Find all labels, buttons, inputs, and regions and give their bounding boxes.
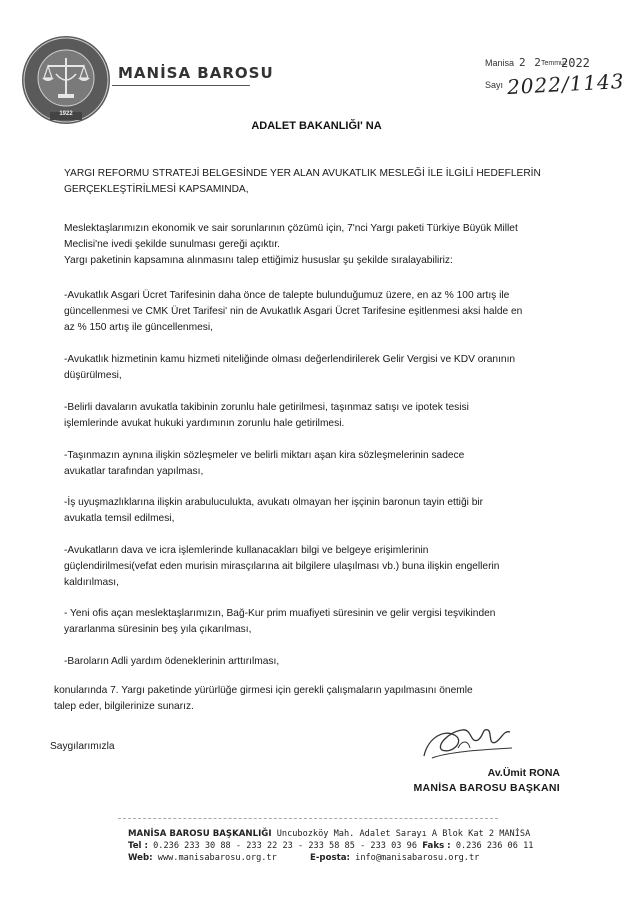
date-month: Temmuz <box>541 60 568 67</box>
greeting: Saygılarımızla <box>50 741 115 752</box>
item-line: -Avukatlık hizmetinin kamu hizmeti niteliğinde olması değerlendirilerek Gelir Vergisi ve KDV oranının <box>64 354 516 365</box>
web-link[interactable]: www.manisabarosu.org.tr <box>157 853 277 863</box>
subject-line: YARGI REFORMU STRATEJİ BELGESİNDE YER ALAN AVUKATLIK MESLEĞİ İLE İLGİLİ HEDEFLERİN <box>64 168 541 179</box>
date-year: 2022 <box>561 56 590 70</box>
item-line: kaldırılması, <box>64 577 119 588</box>
bar-association-logo <box>20 34 112 126</box>
addressee: ADALET BAKANLIĞI' NA <box>251 120 382 132</box>
web-label: Web: <box>128 853 153 863</box>
list-item <box>64 606 559 638</box>
intro-line: Meclisi'ne ivedi şekilde sunulması gereği açıktır. <box>64 239 280 250</box>
intro-line: Meslektaşlarımızın ekonomik ve sair sorunlarının çözümü için, 7'nci Yargı paketi Türkiye Büyük Millet <box>64 223 518 234</box>
footer-address: Uncubozköy Mah. Adalet Sarayı A Blok Kat 2 MANİSA <box>276 829 531 839</box>
organization-name: MANİSA BAROSU <box>118 64 274 82</box>
handwritten-signature-icon <box>418 718 518 770</box>
item-line: avukatla temsil edilmesi, <box>64 513 175 524</box>
closing-line: konularında 7. Yargı paketinde yürürlüğe girmesi için gerekli çalışmaların yapılmasını önemle <box>54 685 473 696</box>
item-line: az % 150 artış ile güncellenmesi, <box>64 322 213 333</box>
item-line: -Baroların Adli yardım ödeneklerinin arttırılması, <box>64 656 280 667</box>
subject <box>64 166 564 198</box>
header-divider <box>112 85 250 86</box>
footer-org: MANİSA BAROSU BAŞKANLIĞI <box>128 829 272 839</box>
fax-label: Faks : <box>422 841 451 851</box>
item-line: işlemlerinde avukat hukuki yardımının zorunlu hale getirilmesi. <box>64 418 345 429</box>
email-link[interactable]: info@manisabarosu.org.tr <box>355 853 480 863</box>
list-item <box>64 448 559 480</box>
intro-line: Yargı paketinin kapsamına alınmasını talep ettiğimiz hususlar şu şekilde sıralayabiliriz: <box>64 255 453 266</box>
email-label: E-posta: <box>310 853 350 863</box>
tel-label: Tel : <box>128 841 148 851</box>
footer-web-row <box>128 852 508 864</box>
item-line: -Belirli davaların avukatla takibinin zorunlu hale getirilmesi, taşınmaz satışı ve ipotek tesisi <box>64 402 469 413</box>
footer-address-row <box>128 828 531 840</box>
footer-divider <box>118 818 498 819</box>
item-line: -Avukatların dava ve icra işlemlerinde kullanacakları bilgi ve belgeye erişimlerinin <box>64 545 429 556</box>
list-item <box>64 352 559 384</box>
list-item <box>64 288 559 336</box>
fax-value: 0.236 236 06 11 <box>455 841 534 851</box>
item-line: -Taşınmazın aynına ilişkin sözleşmeler ve belirli miktarı aşan kira sözleşmelerinin sadece <box>64 450 465 461</box>
item-line: güçlendirilmesi(vefat eden murisin mirasçılarına ait bilgilere ulaşılması vb.) buna ilişkin engellerin <box>64 561 500 572</box>
logo-year: 1922 <box>59 111 73 117</box>
item-line: yararlanma süresinin beş yıla çıkarılması, <box>64 624 252 635</box>
tel-value: 0.236 233 30 88 - 233 22 23 - 233 58 85 - 233 03 96 <box>153 841 417 851</box>
item-line: -Avukatlık Asgari Ücret Tarifesinin daha önce de talepte bulunduğumuz üzere, en az % 100 artış ile <box>64 290 510 301</box>
subject-line: GERÇEKLEŞTİRİLMESİ KAPSAMINDA, <box>64 184 249 195</box>
place-label: Manisa <box>485 58 515 68</box>
item-line: -İş uyuşmazlıklarına ilişkin arabuluculukta, avukatı olmayan her işçinin baronun tayin ettiği bir <box>64 497 484 508</box>
footer-phone-row <box>128 840 534 852</box>
signer-title: MANİSA BAROSU BAŞKANI <box>413 782 560 794</box>
list-item <box>64 400 559 432</box>
list-item <box>64 654 559 670</box>
signer-name: Av.Ümit RONA <box>487 767 560 779</box>
date-day: 2 2 <box>519 56 542 69</box>
item-line: - Yeni ofis açan meslektaşlarımızın, Bağ-Kur prim muafiyeti süresinin ve gelir vergisi teşvikinden <box>64 608 496 619</box>
item-line: güncellenmesi ve CMK Üret Tarifesi' nin de Avukatlık Asgari Ücret Tarifesine eşitlenmesi aksi halde en <box>64 306 523 317</box>
closing-paragraph <box>54 683 534 715</box>
handwritten-reference-number: 2022/1143 <box>506 68 626 100</box>
number-label: Sayı <box>485 80 504 90</box>
list-item <box>64 495 559 527</box>
item-line: avukatlar tarafından yapılması, <box>64 466 204 477</box>
intro-paragraph <box>64 221 564 269</box>
footer-contact <box>128 828 534 864</box>
number-row <box>485 68 626 102</box>
list-item <box>64 543 559 591</box>
reference-block <box>485 58 625 102</box>
closing-line: talep eder, bilgilerinize sunarız. <box>54 701 194 712</box>
item-line: düşürülmesi, <box>64 370 122 381</box>
